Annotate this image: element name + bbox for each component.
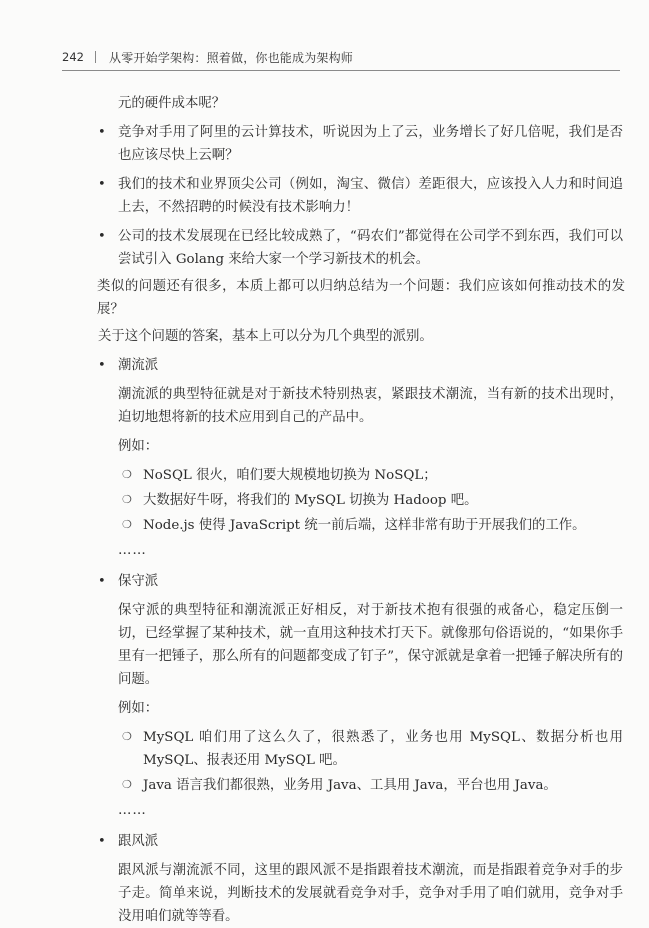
page-number: 242 [62,50,84,64]
example-text: 大数据好牛呀，将我们的 MySQL 切换为 Hadoop 吧。 [143,493,478,508]
example-text: MySQL 咱们用了这么久了，很熟悉了，业务也用 MySQL、数据分析也用 MySQL、报表还用 MySQL 吧。 [143,730,623,768]
section-title-text: 潮流派 [118,358,159,373]
section-title-text: 跟风派 [118,834,159,849]
question-item [98,173,623,219]
example-text: Node.js 使得 JavaScript 统一前后端，这样非常有助于开展我们的工作。 [143,518,586,533]
ellipsis: …… [118,543,147,558]
bullet-icon: • [98,574,106,589]
section-description: 潮流派的典型特征就是对于新技术特别热衷，紧跟技术潮流，当有新的技术出现时，迫切地想将新的技术应用到自己的产品中。 [118,387,623,425]
bullet-icon: • [98,229,106,244]
circle-bullet-icon: ❍ [122,730,132,743]
section-title-text: 保守派 [118,574,159,589]
example-item [98,514,623,537]
header-divider [95,51,96,63]
example-item [98,464,623,487]
circle-bullet-icon: ❍ [122,493,132,506]
example-item [98,774,623,797]
bullet-icon: • [98,125,106,140]
question-item [98,121,623,167]
section-description: 保守派的典型特征和潮流派正好相反，对于新技术抱有很强的戒备心，稳定压倒一切，已经掌握了某种技术，就一直用这种技术打天下。就像那句俗语说的，“如果你手里有一把锤子，那么所有的问题都变成了钉子”，保守派就是拿着一把锤子解决所有的问题。 [118,603,623,687]
example-item [98,726,623,772]
circle-bullet-icon: ❍ [122,518,132,531]
summary-paragraph: 类似的问题还有很多，本质上都可以归纳总结为一个问题：我们应该如何推动技术的发展？ [97,279,625,317]
section-title [98,830,623,853]
question-item [98,225,623,271]
question-text: 公司的技术发展现在已经比较成熟了，“码农们”都觉得在公司学不到东西，我们可以尝试引入 Golang 来给大家一个学习新技术的机会。 [118,229,623,267]
page-body [98,92,623,928]
example-item [98,489,623,512]
section-title [98,570,623,593]
intro-continuation: 元的硬件成本呢？ [118,96,226,111]
example-text: NoSQL 很火，咱们要大规模地切换为 NoSQL； [143,468,437,483]
example-label: 例如： [118,439,159,454]
page-header [62,44,620,71]
bullet-icon: • [98,177,106,192]
section-description: 跟风派与潮流派不同，这里的跟风派不是指跟着技术潮流，而是指跟着竞争对手的步子走。简单来说，判断技术的发展就看竞争对手，竞争对手用了咱们就用，竞争对手没用咱们就等等看。 [118,863,623,924]
bullet-icon: • [98,834,106,849]
book-title: 从零开始学架构：照着做，你也能成为架构师 [109,51,354,65]
section-title [98,354,623,377]
circle-bullet-icon: ❍ [122,468,132,481]
bullet-icon: • [98,358,106,373]
circle-bullet-icon: ❍ [122,778,132,791]
question-text: 竞争对手用了阿里的云计算技术，听说因为上了云，业务增长了好几倍呢，我们是否也应该尽快上云啊？ [118,125,623,163]
example-label: 例如： [118,701,159,716]
ellipsis: …… [118,803,147,818]
question-text: 我们的技术和业界顶尖公司（例如，淘宝、微信）差距很大，应该投入人力和时间追上去，不然招聘的时候没有技术影响力！ [118,177,623,215]
example-text: Java 语言我们都很熟，业务用 Java、工具用 Java，平台也用 Java。 [143,778,557,793]
summary-paragraph: 关于这个问题的答案，基本上可以分为几个典型的派别。 [98,329,433,344]
